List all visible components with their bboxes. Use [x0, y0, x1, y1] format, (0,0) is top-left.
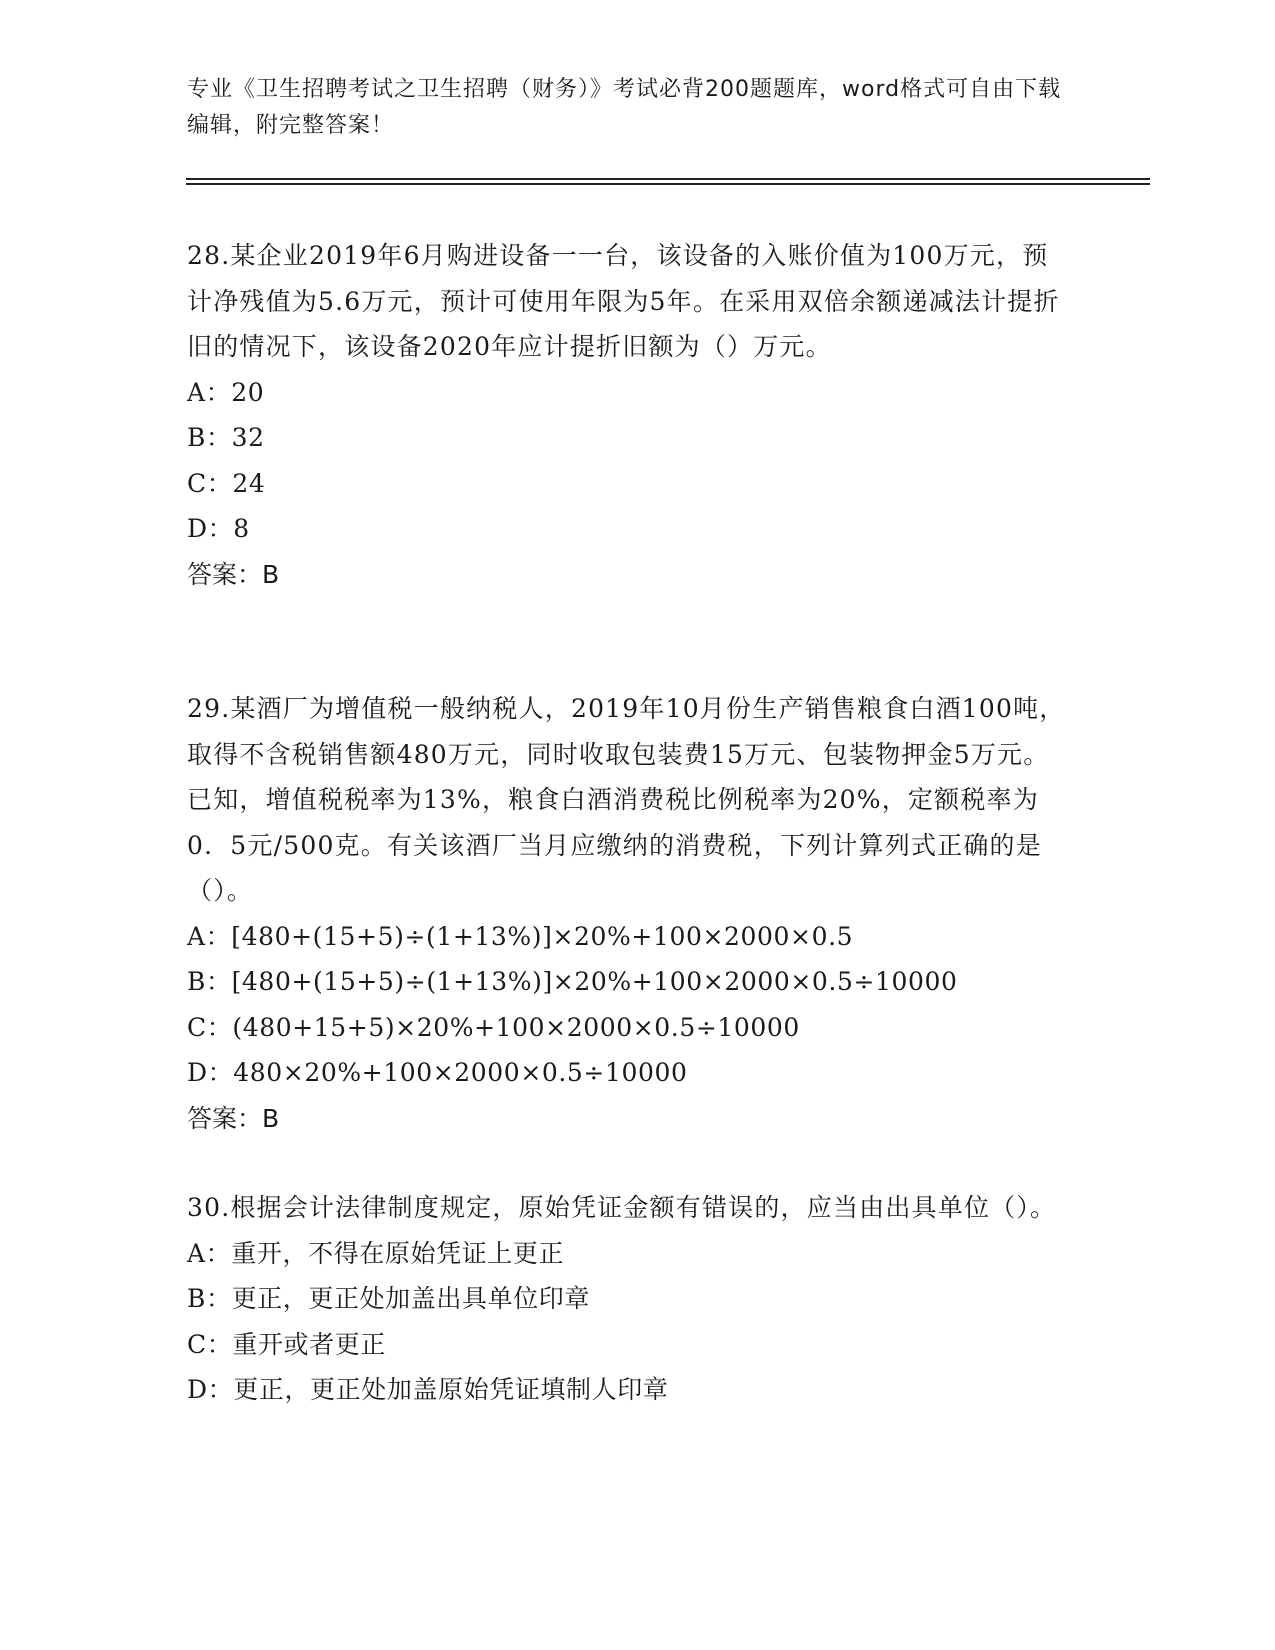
question-stem: 28.某企业2019年6月购进设备一一台，该设备的入账价值为100万元，预计净残值为5.6万元，预计可使用年限为5年。在采用双倍余额递减法计提折旧的情况下，该设备2020年应计提折旧额为（）万元。 [187, 241, 1060, 361]
option-key: D： [187, 1058, 234, 1087]
option-text: 更正，更正处加盖出具单位印章 [231, 1284, 590, 1313]
option-text: 32 [231, 423, 265, 452]
option-key: D： [187, 1375, 234, 1404]
option-key: A： [187, 1238, 232, 1268]
option-c [187, 461, 1067, 507]
option-b [187, 415, 1067, 461]
option-c [187, 1322, 1067, 1368]
question-28 [187, 233, 1067, 597]
option-a [187, 1231, 1067, 1277]
header-divider-bottom [186, 183, 1150, 185]
header-divider-top [186, 178, 1150, 180]
answer-line: 答案：B [187, 559, 280, 589]
option-key: C： [187, 1012, 233, 1042]
option-a [187, 914, 1067, 960]
option-key: A： [187, 377, 232, 407]
option-text: 480×20%+100×2000×0.5÷10000 [233, 1058, 688, 1087]
option-key: B： [187, 967, 232, 996]
option-text: 重开或者更正 [232, 1329, 386, 1359]
question-30 [187, 1185, 1067, 1413]
document-header: 专业《卫生招聘考试之卫生招聘（财务）》考试必背200题题库，word格式可自由下载编辑，附完整答案！ [187, 77, 1062, 138]
question-29 [187, 686, 1067, 1141]
option-b [187, 959, 1067, 1005]
option-text: [480+(15+5)÷(1+13%)]×20%+100×2000×0.5 [231, 921, 854, 951]
option-d [187, 1367, 1067, 1413]
option-key: A： [187, 921, 232, 951]
option-key: C： [187, 468, 233, 498]
option-d [187, 506, 1067, 552]
option-text: 重开，不得在原始凭证上更正 [231, 1238, 565, 1268]
option-d [187, 1050, 1067, 1096]
option-key: B： [187, 423, 232, 452]
option-b [187, 1276, 1067, 1322]
question-stem: 29.某酒厂为增值税一般纳税人，2019年10月份生产销售粮食白酒100吨，取得不含税销售额480万元，同时收取包装费15万元、包装物押金5万元。已知，增值税税率为13%，粮食白酒消费税比例税率为20%，定额税率为0．5元/500克。有关该酒厂当月应缴纳的消费税，下列计算列式正确的是（）。 [187, 694, 1066, 905]
option-key: C： [187, 1329, 233, 1359]
answer-line: 答案：B [187, 1103, 280, 1133]
option-text: (480+15+5)×20%+100×2000×0.5÷10000 [232, 1012, 800, 1042]
option-a [187, 370, 1067, 416]
option-key: D： [187, 514, 234, 543]
option-text: 8 [233, 514, 250, 543]
option-text: 20 [231, 377, 265, 407]
option-text: 更正，更正处加盖原始凭证填制人印章 [233, 1375, 669, 1404]
option-text: [480+(15+5)÷(1+13%)]×20%+100×2000×0.5÷10000 [231, 967, 958, 996]
option-text: 24 [232, 468, 266, 498]
option-key: B： [187, 1284, 232, 1313]
option-c [187, 1005, 1067, 1051]
question-stem: 30.根据会计法律制度规定，原始凭证金额有错误的，应当由出具单位（）。 [187, 1193, 1057, 1222]
